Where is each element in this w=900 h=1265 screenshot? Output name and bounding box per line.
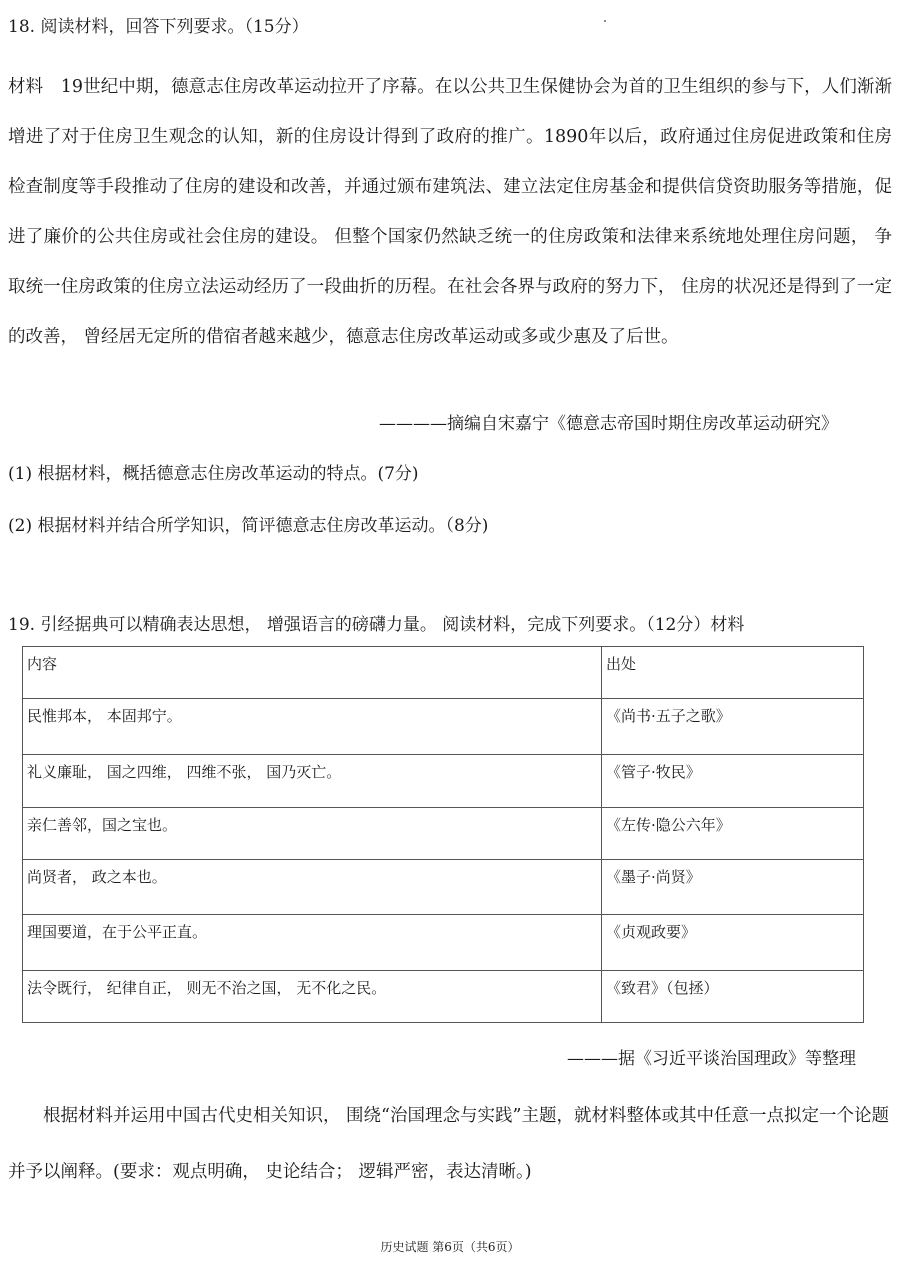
q19-task: 根据材料并运用中国古代史相关知识， 围绕“治国理念与实践”主题，就材料整体或其中任意一点拟定一个论题并予以阐释。(要求：观点明确， 史论结合； 逻辑严密，表达清晰。) xyxy=(8,1106,889,1182)
quote-content: 礼义廉耻， 国之四维， 四维不张， 国乃灭亡。 xyxy=(23,755,602,808)
table-row xyxy=(23,699,864,755)
table-header-row xyxy=(23,647,864,699)
quote-source: 《贞观政要》 xyxy=(602,915,864,971)
q18-sub1: (1) 根据材料，概括德意志住房改革运动的特点。(7分) xyxy=(8,464,419,484)
page-footer: 历史试题 第6页（共6页） xyxy=(380,1240,520,1254)
q19-title: 19. 引经据典可以精确表达思想， 增强语言的磅礴力量。 阅读材料，完成下列要求。（12分）材料 xyxy=(8,615,745,635)
header-content: 内容 xyxy=(23,647,602,699)
quote-content: 尚贤者， 政之本也。 xyxy=(23,860,602,915)
quote-source: 《尚书·五子之歌》 xyxy=(602,699,864,755)
q18-material: 材料 19世纪中期，德意志住房改革运动拉开了序幕。在以公共卫生保健协会为首的卫生组织的参与下，人们渐渐增进了对于住房卫生观念的认知，新的住房设计得到了政府的推广。1890年以后，政府通过住房促进政策和住房检查制度等手段推动了住房的建设和改善，并通过颁布建筑法、建立法定住房基金和提供信贷资助服务等措施，促进了廉价的公共住房或社会住房的建设。 但整个国家仍然缺乏统一的住房政策和法律来系统地处理住房问题， 争取统一住房政策的住房立法运动经历了一段曲折的历程。在社会各界与政府的努力下， 住房的状况还是得到了一定的改善， 曾经居无定所的借宿者越来越少，德意志住房改革运动或多或少惠及了后世。 xyxy=(8,77,892,347)
quote-source: 《管子·牧民》 xyxy=(602,755,864,808)
scan-dot xyxy=(604,20,606,22)
quote-source: 《致君》（包拯） xyxy=(602,971,864,1023)
q19-source: ———据《习近平谈治国理政》等整理 xyxy=(567,1049,856,1069)
table-row xyxy=(23,915,864,971)
quotes-table xyxy=(22,646,864,1023)
quote-source: 《左传·隐公六年》 xyxy=(602,808,864,860)
table-row xyxy=(23,971,864,1023)
quote-content: 法令既行， 纪律自正， 则无不治之国， 无不化之民。 xyxy=(23,971,602,1023)
table-row xyxy=(23,755,864,808)
header-source: 出处 xyxy=(602,647,864,699)
q18-title: 18. 阅读材料，回答下列要求。（15分） xyxy=(8,17,309,37)
quote-content: 民惟邦本， 本固邦宁。 xyxy=(23,699,602,755)
table-row xyxy=(23,808,864,860)
q18-sub2: (2) 根据材料并结合所学知识，简评德意志住房改革运动。（8分) xyxy=(8,516,489,536)
quote-content: 亲仁善邻，国之宝也。 xyxy=(23,808,602,860)
quote-content: 理国要道，在于公平正直。 xyxy=(23,915,602,971)
quote-source: 《墨子·尚贤》 xyxy=(602,860,864,915)
q18-source: ————摘编自宋嘉宁《德意志帝国时期住房改革运动研究》 xyxy=(379,414,838,434)
table-row xyxy=(23,860,864,915)
